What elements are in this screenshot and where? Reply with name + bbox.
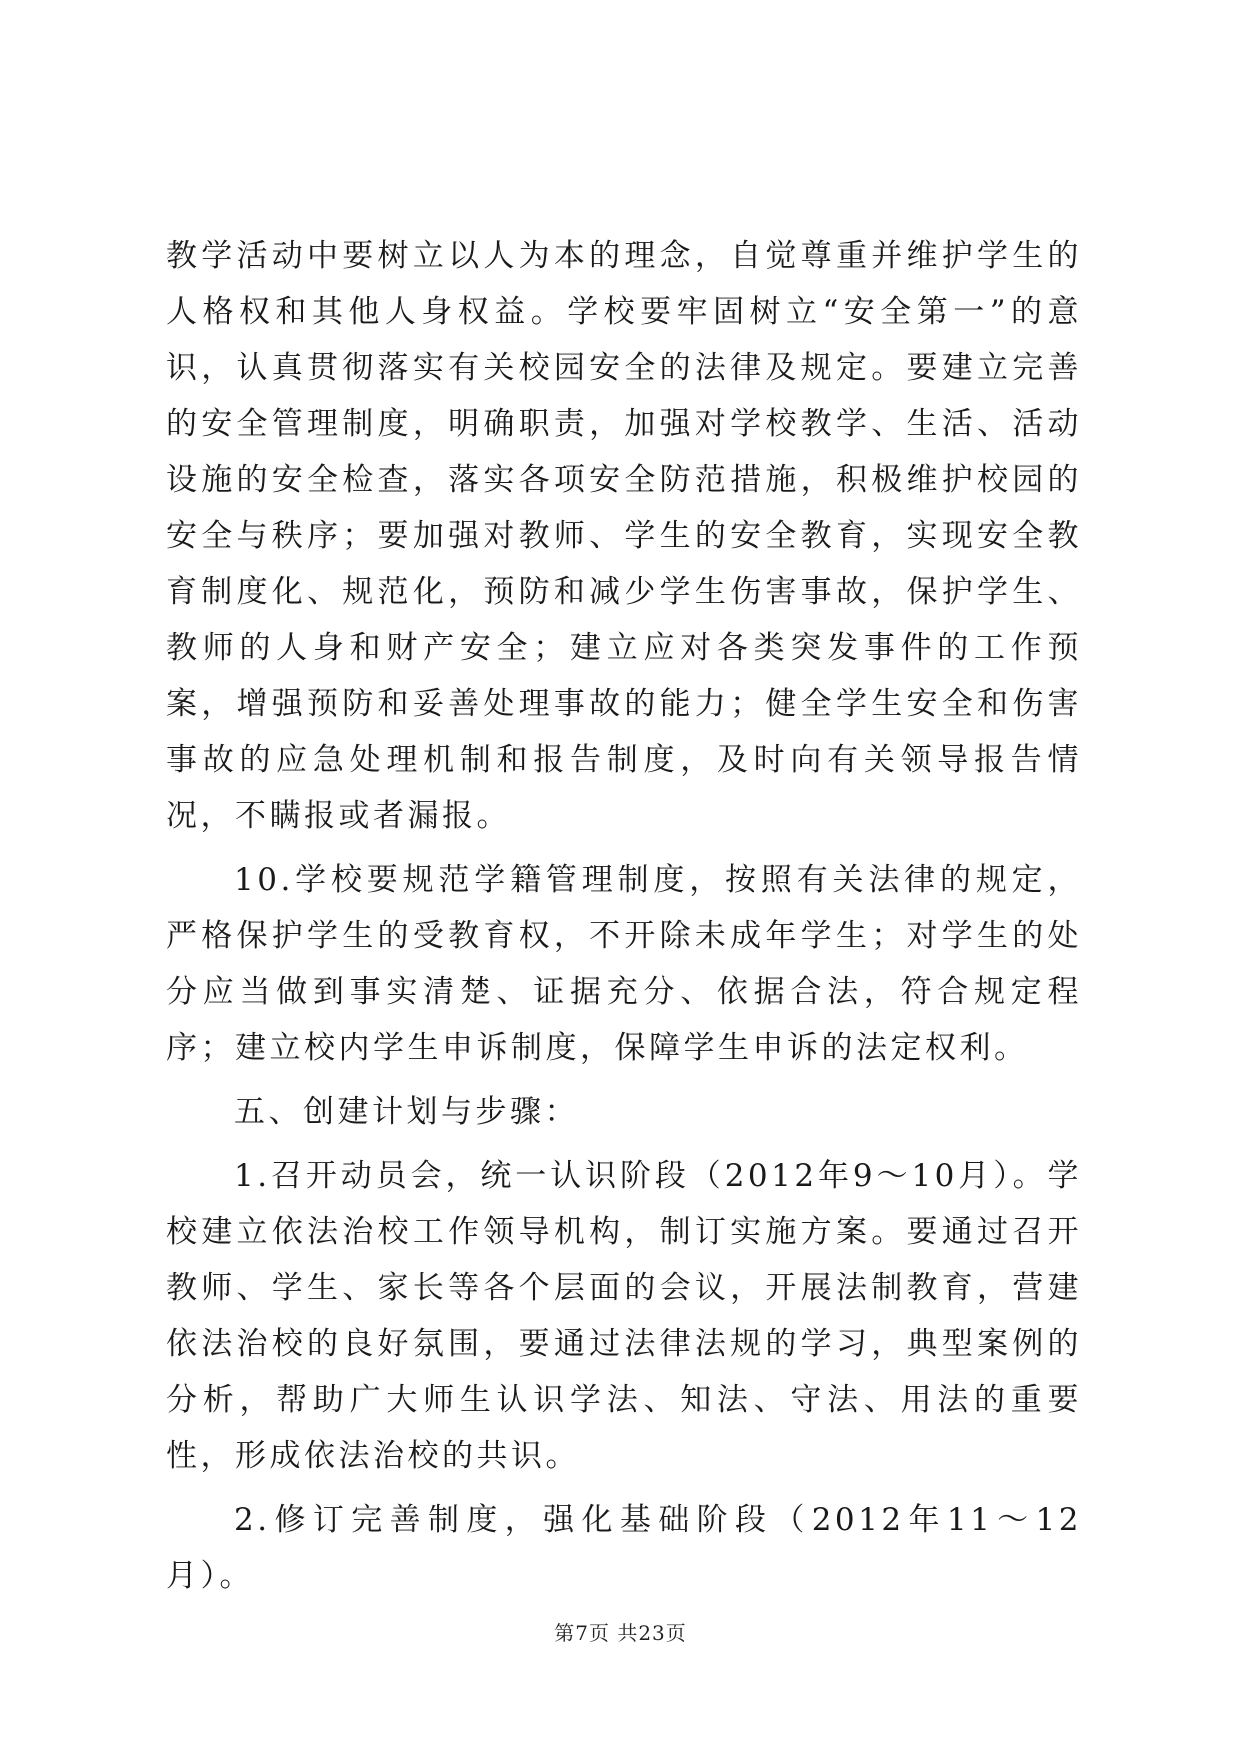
paragraph-5: 2.修订完善制度，强化基础阶段（2012年11～12月）。 — [166, 1502, 1082, 1594]
paragraph-2: 10.学校要规范学籍管理制度，按照有关法律的规定，严格保护学生的受教育权，不开除未成年学生；对学生的处分应当做到事实清楚、证据充分、依据合法，符合规定程序；建立校内学生申诉制度，保障学生申诉的法定权利。 — [166, 862, 1082, 1066]
paragraph-1: 教学活动中要树立以人为本的理念，自觉尊重并维护学生的人格权和其他人身权益。学校要牢固树立“安全第一”的意识，认真贯彻落实有关校园安全的法律及规定。要建立完善的安全管理制度，明确职责，加强对学校教学、生活、活动设施的安全检查，落实各项安全防范措施，积极维护校园的安全与秩序；要加强对教师、学生的安全教育，实现安全教育制度化、规范化，预防和减少学生伤害事故，保护学生、教师的人身和财产安全；建立应对各类突发事件的工作预案，增强预防和妥善处理事故的能力；健全学生安全和伤害事故的应急处理机制和报告制度，及时向有关领导报告情况，不瞒报或者漏报。 — [166, 238, 1082, 834]
document-body — [166, 228, 1082, 1604]
page-number-footer: 第7页 共23页 — [554, 1621, 687, 1645]
paragraph-4: 1.召开动员会，统一认识阶段（2012年9～10月）。学校建立依法治校工作领导机构，制订实施方案。要通过召开教师、学生、家长等各个层面的会议，开展法制教育，营建依法治校的良好氛围，要通过法律法规的学习，典型案例的分析，帮助广大师生认识学法、知法、守法、用法的重要性，形成依法治校的共识。 — [166, 1158, 1082, 1474]
paragraph-3-heading: 五、创建计划与步骤： — [234, 1094, 579, 1130]
